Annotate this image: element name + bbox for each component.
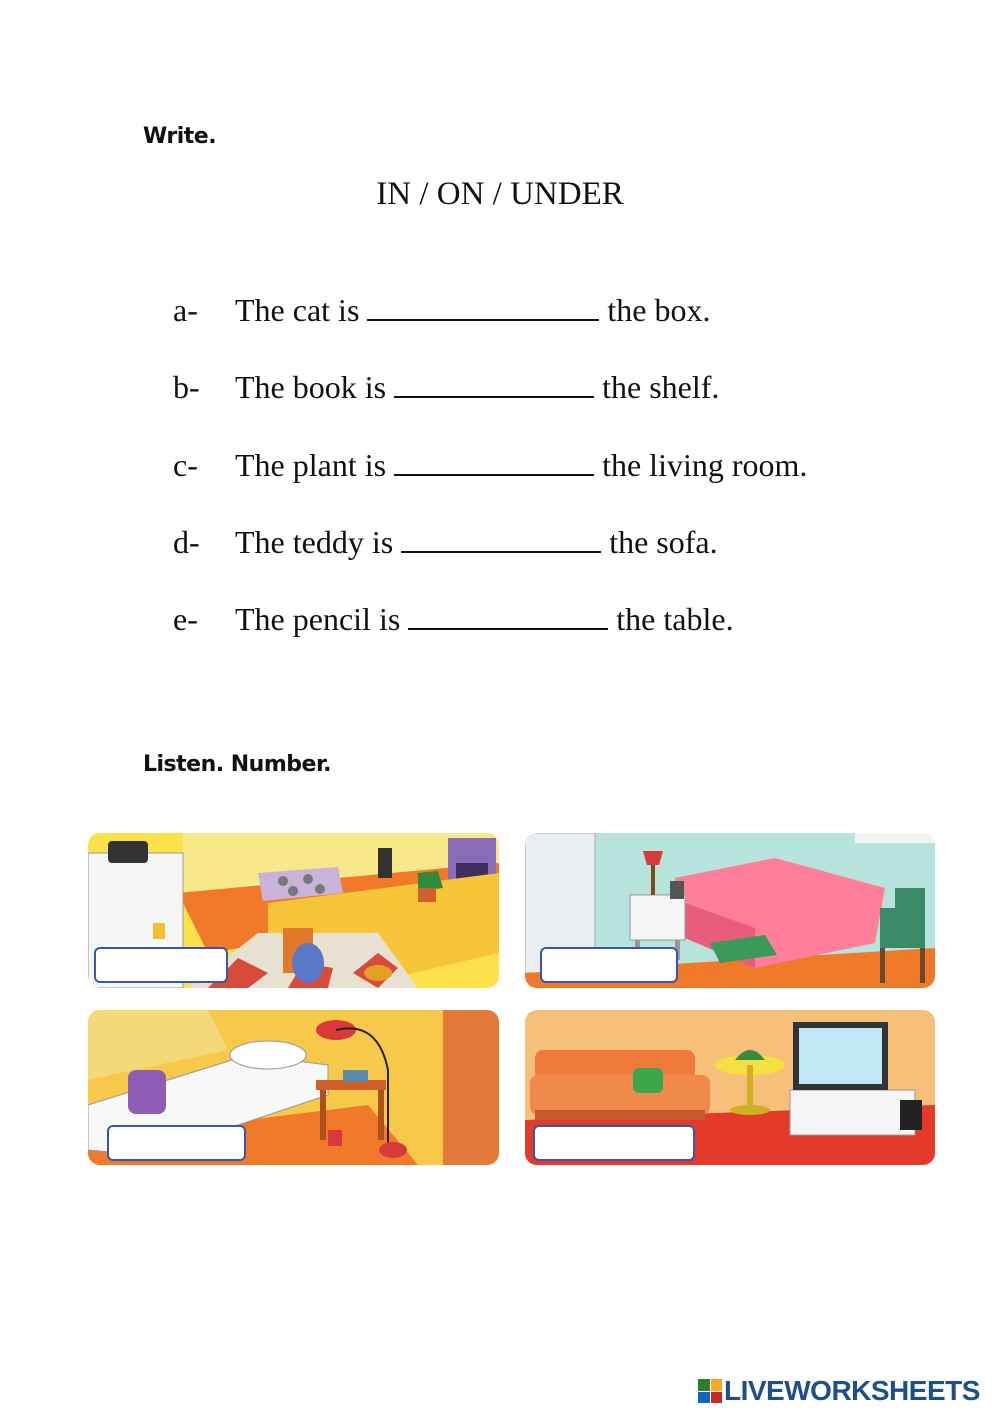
brand-logo-cell: [698, 1392, 710, 1404]
answer-blank[interactable]: [394, 372, 594, 398]
answer-blank[interactable]: [401, 527, 601, 553]
question-letter: e-: [173, 601, 198, 637]
scene-answer-box-bedroom-green[interactable]: [540, 947, 678, 983]
scene-answer-box-kitchen[interactable]: [94, 947, 228, 983]
question-row: [173, 524, 718, 561]
question-text-after: the living room.: [602, 447, 808, 483]
question-text-after: the shelf.: [602, 369, 720, 405]
listen-heading: Listen. Number.: [143, 752, 332, 777]
question-letter: c-: [173, 447, 198, 483]
question-text-before: The book is: [235, 369, 387, 405]
scene-answer-box-living-room[interactable]: [533, 1125, 695, 1161]
options-title: IN / ON / UNDER: [376, 176, 624, 212]
answer-blank[interactable]: [367, 295, 599, 321]
brand-text: LIVEWORKSHEETS: [724, 1375, 980, 1406]
question-text-before: The teddy is: [235, 524, 394, 560]
question-letter: a-: [173, 292, 198, 328]
question-text-after: the table.: [616, 601, 734, 637]
question-row: [173, 601, 734, 638]
write-heading: Write.: [143, 124, 217, 149]
question-text-after: the sofa.: [609, 524, 718, 560]
question-letter: d-: [173, 524, 200, 560]
question-text-before: The pencil is: [235, 601, 401, 637]
question-text-after: the box.: [607, 292, 711, 328]
question-letter: b-: [173, 369, 200, 405]
brand-logo-icon: [698, 1379, 722, 1403]
question-text-before: The cat is: [235, 292, 360, 328]
question-row: [173, 369, 719, 406]
answer-blank[interactable]: [408, 604, 608, 630]
liveworksheets-logo: [698, 1376, 980, 1406]
question-row: [173, 292, 710, 329]
brand-logo-cell: [711, 1392, 723, 1404]
brand-logo-cell: [711, 1379, 723, 1391]
question-row: [173, 447, 807, 484]
answer-blank[interactable]: [394, 450, 594, 476]
brand-logo-cell: [698, 1379, 710, 1391]
question-text-before: The plant is: [235, 447, 387, 483]
scene-answer-box-bedroom-yellow[interactable]: [107, 1125, 246, 1161]
